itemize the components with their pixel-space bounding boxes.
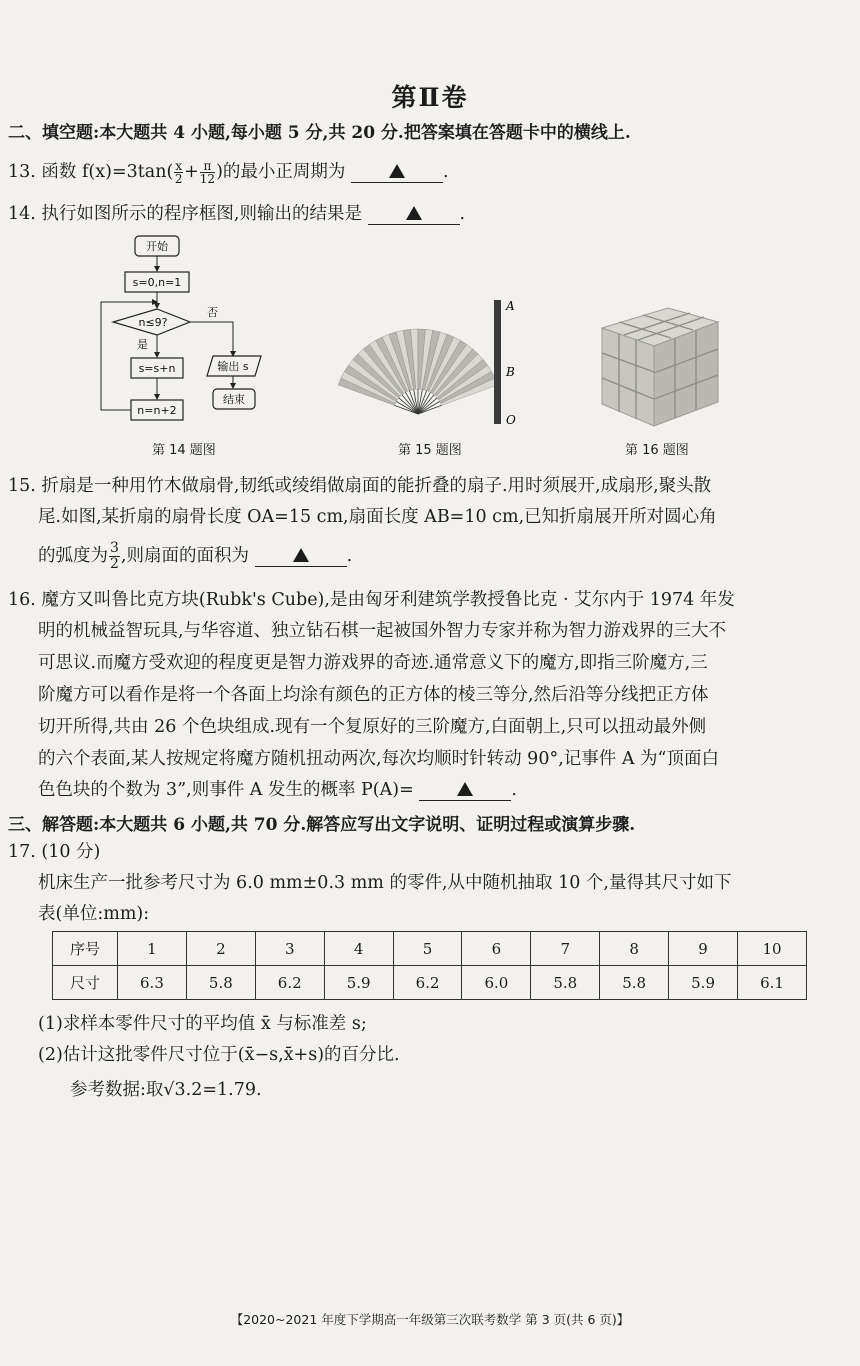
section2-heading: 二、填空题:本大题共 4 小题,每小题 5 分,共 20 分.把答案填在答题卡中的横线上. bbox=[8, 123, 631, 143]
flowchart-yes-label: 是 bbox=[137, 338, 148, 351]
caption-fig14: 第 14 题图 bbox=[152, 443, 216, 458]
table-cell: 5.9 bbox=[324, 966, 393, 1000]
table-cell: 5.8 bbox=[531, 966, 600, 1000]
q17-line1: 机床生产一批参考尺寸为 6.0 mm±0.3 mm 的零件,从中随机抽取 10 个,量得其尺寸如下 bbox=[38, 873, 732, 893]
table-row bbox=[53, 966, 807, 1000]
q16-line6: 的六个表面,某人按规定将魔方随机扭动两次,每次均顺时针转动 90°,记事件 A 为“顶面白 bbox=[38, 749, 719, 769]
table-cell: 10 bbox=[738, 932, 807, 966]
table-cell: 6.3 bbox=[118, 966, 187, 1000]
volume-title: 第Ⅱ卷 bbox=[391, 83, 469, 112]
q17-part1: (1)求样本零件尺寸的平均值 x̄ 与标准差 s; bbox=[38, 1014, 367, 1034]
q13-answer-blank[interactable] bbox=[351, 162, 443, 183]
fan-point-a: A bbox=[506, 299, 515, 313]
flowchart-step2-label: n=n+2 bbox=[137, 404, 177, 417]
flowchart-start-label: 开始 bbox=[146, 240, 168, 253]
q13-fraction-x-over-2: $\frac{x}{2}$ bbox=[174, 159, 183, 186]
flowchart-init-label: s=0,n=1 bbox=[132, 276, 182, 289]
q14-answer-blank[interactable] bbox=[368, 204, 460, 225]
q13-prefix: 13. 函数 f(x)=3tan( bbox=[8, 162, 174, 182]
triangle-icon bbox=[457, 782, 473, 796]
q15-fraction-3-over-2: $\frac{3}{2}$ bbox=[110, 540, 119, 572]
q17-reference-data: 参考数据:取√3.2=1.79. bbox=[70, 1080, 262, 1100]
table-cell: 6.0 bbox=[462, 966, 531, 1000]
q16-line7: 色色块的个数为 3”,则事件 A 发生的概率 P(A)= . bbox=[38, 780, 517, 800]
q16-line4: 阶魔方可以看作是将一个各面上均涂有颜色的正方体的棱三等分,然后沿等分线把正方体 bbox=[38, 685, 709, 705]
flowchart-output-label: 输出 s bbox=[217, 360, 249, 373]
q15-line3: 的弧度为 $\frac{3}{2}$ ,则扇面的面积为 . bbox=[38, 540, 353, 572]
table-cell: 6.2 bbox=[393, 966, 462, 1000]
fan-rib-side bbox=[494, 300, 501, 424]
table-header-size: 尺寸 bbox=[53, 966, 118, 1000]
fan-surface bbox=[338, 329, 498, 414]
table-cell: 5.9 bbox=[669, 966, 738, 1000]
q16-line2: 明的机械益智玩具,与华容道、独立钻石棋一起被国外智力专家并称为智力游戏界的三大不 bbox=[38, 621, 727, 641]
table-cell: 9 bbox=[669, 932, 738, 966]
table-cell: 6.2 bbox=[255, 966, 324, 1000]
q16-line1: 16. 魔方又叫鲁比克方块(Rubk's Cube),是由匈牙利建筑学教授鲁比克 · 艾尔内于 1974 年发 bbox=[8, 590, 735, 610]
q17-data-table bbox=[52, 931, 807, 1000]
q16-line5: 切开所得,共由 26 个色块组成.现有一个复原好的三阶魔方,白面朝上,只可以扭动最外侧 bbox=[38, 717, 707, 737]
table-row bbox=[53, 932, 807, 966]
table-cell: 4 bbox=[324, 932, 393, 966]
table-header-index: 序号 bbox=[53, 932, 118, 966]
table-cell: 5.8 bbox=[186, 966, 255, 1000]
table-cell: 2 bbox=[186, 932, 255, 966]
q14-text: 14. 执行如图所示的程序框图,则输出的结果是 bbox=[8, 204, 362, 224]
caption-fig15: 第 15 题图 bbox=[398, 443, 462, 458]
q16-answer-blank[interactable] bbox=[419, 780, 511, 801]
q13-fraction-pi-over-12: $\frac{\pi}{12}$ bbox=[199, 159, 216, 186]
q15-line2: 尾.如图,某折扇的扇骨长度 OA=15 cm,扇面长度 AB=10 cm,已知折扇展开所对圆心角 bbox=[38, 507, 717, 527]
table-cell: 8 bbox=[600, 932, 669, 966]
q16-line3: 可思议.而魔方受欢迎的程度更是智力游戏界的奇迹.通常意义下的魔方,即指三阶魔方,三 bbox=[38, 653, 708, 673]
flowchart-figure bbox=[95, 232, 275, 432]
question-14: 14. 执行如图所示的程序框图,则输出的结果是 . bbox=[8, 204, 466, 224]
table-cell: 6 bbox=[462, 932, 531, 966]
page-footer: 【2020~2021 年度下学期高一年级第三次联考数学 第 3 页(共 6 页)】 bbox=[230, 1312, 630, 1327]
section3-heading: 三、解答题:本大题共 6 小题,共 70 分.解答应写出文字说明、证明过程或演算步骤. bbox=[8, 815, 636, 835]
table-cell: 6.1 bbox=[738, 966, 807, 1000]
table-cell: 1 bbox=[118, 932, 187, 966]
triangle-icon bbox=[389, 164, 405, 178]
table-cell: 5.8 bbox=[600, 966, 669, 1000]
flowchart-condition-label: n≤9? bbox=[138, 316, 168, 329]
fan-point-b: B bbox=[506, 365, 515, 379]
table-cell: 7 bbox=[531, 932, 600, 966]
triangle-icon bbox=[406, 206, 422, 220]
triangle-icon bbox=[293, 548, 309, 562]
question-13: 13. 函数 f(x)=3tan( $\frac{x}{2}$ + $\frac{\pi}{12}$ )的最小正周期为 . bbox=[8, 159, 449, 186]
q13-suffix: )的最小正周期为 bbox=[216, 162, 346, 182]
rubiks-cube-figure bbox=[596, 302, 724, 430]
fan-point-o: O bbox=[506, 413, 516, 427]
caption-fig16: 第 16 题图 bbox=[625, 443, 689, 458]
flowchart-step1-label: s=s+n bbox=[138, 362, 176, 375]
flowchart-end-label: 结束 bbox=[223, 393, 245, 406]
table-cell: 3 bbox=[255, 932, 324, 966]
q15-answer-blank[interactable] bbox=[255, 546, 347, 567]
table-cell: 5 bbox=[393, 932, 462, 966]
q17-line2: 表(单位:mm): bbox=[38, 904, 150, 924]
q17-number: 17. (10 分) bbox=[8, 842, 101, 862]
folding-fan-figure bbox=[338, 296, 528, 428]
flowchart-no-label: 否 bbox=[207, 306, 218, 319]
q15-line1: 15. 折扇是一种用竹木做扇骨,韧纸或绫绢做扇面的能折叠的扇子.用时须展开,成扇形,聚头散 bbox=[8, 476, 712, 496]
q17-part2: (2)估计这批零件尺寸位于(x̄−s,x̄+s)的百分比. bbox=[38, 1045, 400, 1065]
